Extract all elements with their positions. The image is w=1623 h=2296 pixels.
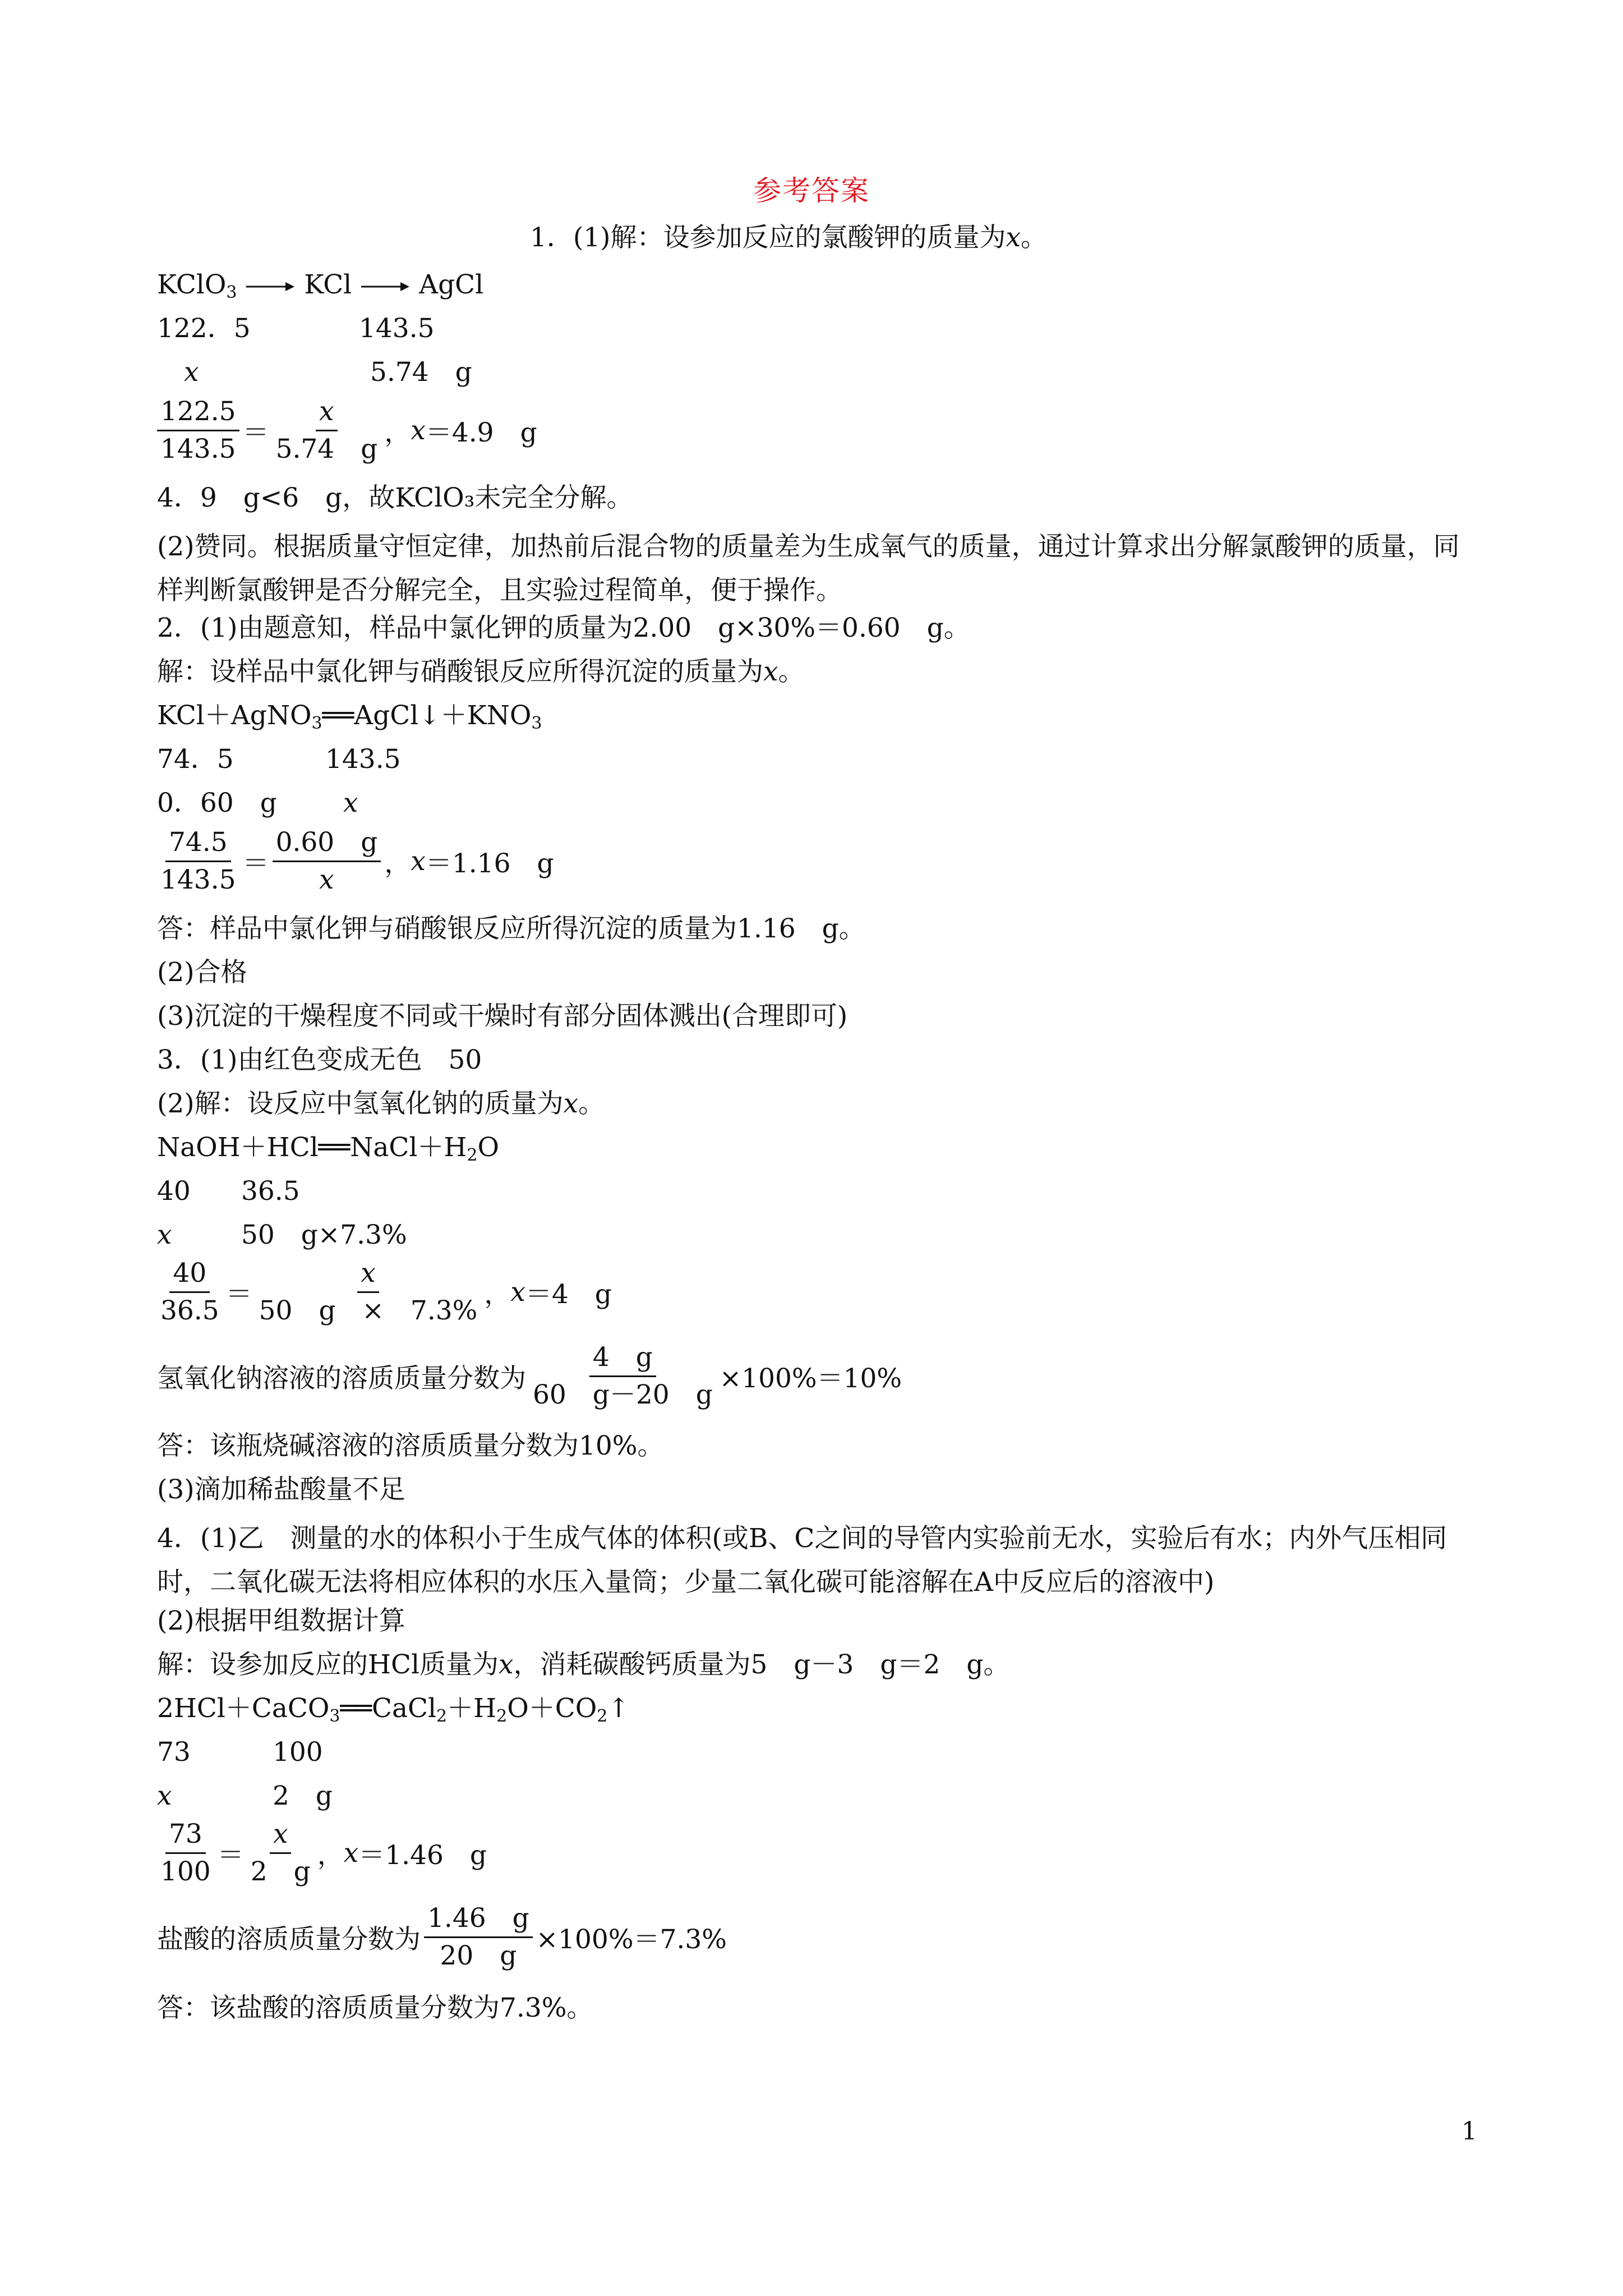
q1-part2: (2)赞同。根据质量守恒定律，加热前后混合物的质量差为生成氧气的质量，通过计算求出分解氯酸钾的质量，同样判断氯酸钾是否分解完全，且实验过程简单，便于操作。: [157, 531, 1460, 606]
q4-answer: 答：该盐酸的溶质质量分数为7.3%。: [157, 1993, 593, 2023]
fraction: $\frac{73}{100}$: [160, 1819, 211, 1887]
q2-ratio-equation: $\frac{74.5}{143.5}$ ＝ $\frac{0.60 g}{x}$ ， x ＝1.16 g: [154, 827, 554, 896]
q2-molar-mass-right: 143.5: [325, 744, 401, 775]
q2-answer: 答：样品中氯化钾与硝酸银反应所得沉淀的质量为1.16 g。: [157, 913, 865, 944]
q3-equation: $NaOH+HCl══NaCl+H_2O$: [157, 1132, 500, 1165]
q1-reaction-chain: KClO$_3$ KCl AgCl: [157, 269, 484, 302]
q3-line2: (2)解：设反应中氢氧化钠的质量为x。: [157, 1088, 605, 1119]
q4-value-right: 2 g: [273, 1780, 333, 1811]
arrow-icon: [245, 280, 296, 293]
q4-molar-mass-left: 73: [157, 1737, 191, 1768]
page-title: 参考答案: [753, 174, 870, 207]
q3-value-right: 50 g×7.3%: [241, 1220, 407, 1250]
arrow-icon: [360, 280, 411, 293]
q2-molar-mass-left: 74．5: [157, 744, 234, 775]
q4-molar-mass-right: 100: [273, 1737, 323, 1768]
fraction: $\frac{x}{2 g}$: [250, 1819, 311, 1887]
q3-part3: (3)滴加稀盐酸量不足: [157, 1474, 405, 1505]
fraction: $\frac{40}{36.5}$: [160, 1258, 219, 1326]
q1-value-right: 5.74 g: [370, 357, 472, 388]
q2-line1: 2．(1)由题意知，样品中氯化钾的质量为2.00 g×30%＝0.60 g。: [157, 613, 970, 643]
q2-value-left: 0．60 g: [157, 788, 277, 818]
q1-molar-mass-right: 143.5: [359, 313, 435, 344]
q3-molar-mass-left: 40: [157, 1176, 191, 1207]
page-number: 1: [1461, 2117, 1477, 2146]
q4-concentration-line: 盐酸的溶质质量分数为 $\frac{1.46 g}{20 g}$ ×100%＝7.3%: [157, 1903, 727, 1971]
fraction: $\frac{0.60 g}{x}$: [273, 827, 381, 896]
q2-line2: 解：设样品中氯化钾与硝酸银反应所得沉淀的质量为x。: [157, 656, 805, 687]
q2-part3: (3)沉淀的干燥程度不同或干燥时有部分固体溅出(合理即可): [157, 1001, 848, 1032]
fraction: $\frac{1.46 g}{20 g}$: [424, 1903, 533, 1972]
q1-value-left: x: [184, 357, 199, 388]
q2-equation: $KCl+AgNO_3══AgCl↓+KNO_3$: [157, 700, 542, 733]
fraction: $\frac{x}{50 g \times 7.3\%}$: [259, 1258, 478, 1326]
q3-molar-mass-right: 36.5: [241, 1176, 300, 1207]
q4-equation: $2HCl+CaCO_3══CaCl_2+H_2O+CO_2↑$: [157, 1693, 630, 1726]
q2-part2: (2)合格: [157, 957, 247, 988]
q3-line1: 3．(1)由红色变成无色 50: [157, 1045, 482, 1075]
q4-part1: 4．(1)乙 测量的水的体积小于生成气体的体积(或B、C之间的导管内实验前无水，实验后有水；内外气压相同时，二氧化碳无法将相应体积的水压入量筒；少量二氧化碳可能溶解在A中反应后的溶液中): [157, 1523, 1447, 1598]
q4-line3: 解：设参加反应的HCl质量为x，消耗碳酸钙质量为5 g－3 g＝2 g。: [157, 1649, 1010, 1680]
fraction: $\frac{x}{5.74 g}$: [275, 396, 378, 464]
q3-value-left: x: [157, 1220, 172, 1250]
q3-concentration-line: 氢氧化钠溶液的溶质质量分数为 $\frac{4 g}{60 g-20 g}$ ×100%＝10%: [157, 1342, 902, 1410]
q3-ratio-equation: $\frac{40}{36.5}$ ＝ $\frac{x}{50 g \times 7.3\%}$ ， x ＝4 g: [154, 1258, 612, 1327]
q4-part2: (2)根据甲组数据计算: [157, 1605, 405, 1636]
q2-value-right: x: [343, 788, 358, 818]
q1-conclusion: 4．9 g<6 g，故KClO₃未完全分解。: [157, 482, 633, 513]
q3-answer: 答：该瓶烧碱溶液的溶质质量分数为10%。: [157, 1430, 664, 1461]
q1-ratio-equation: $\frac{122.5}{143.5}$ ＝ $\frac{x}{5.74 g}$ ， x ＝4.9 g: [154, 396, 537, 465]
q4-ratio-equation: $\frac{73}{100}$ ＝ $\frac{x}{2 g}$ ， x ＝1.46 g: [154, 1819, 487, 1888]
q1-molar-mass-left: 122．5: [157, 313, 251, 344]
q4-value-left: x: [157, 1780, 172, 1811]
fraction: $\frac{4 g}{60 g-20 g}$: [533, 1342, 713, 1410]
fraction: $\frac{122.5}{143.5}$: [157, 396, 239, 465]
fraction: $\frac{74.5}{143.5}$: [160, 827, 236, 895]
q1-intro: 1．(1)解：设参加反应的氯酸钾的质量为x。: [530, 222, 1047, 253]
